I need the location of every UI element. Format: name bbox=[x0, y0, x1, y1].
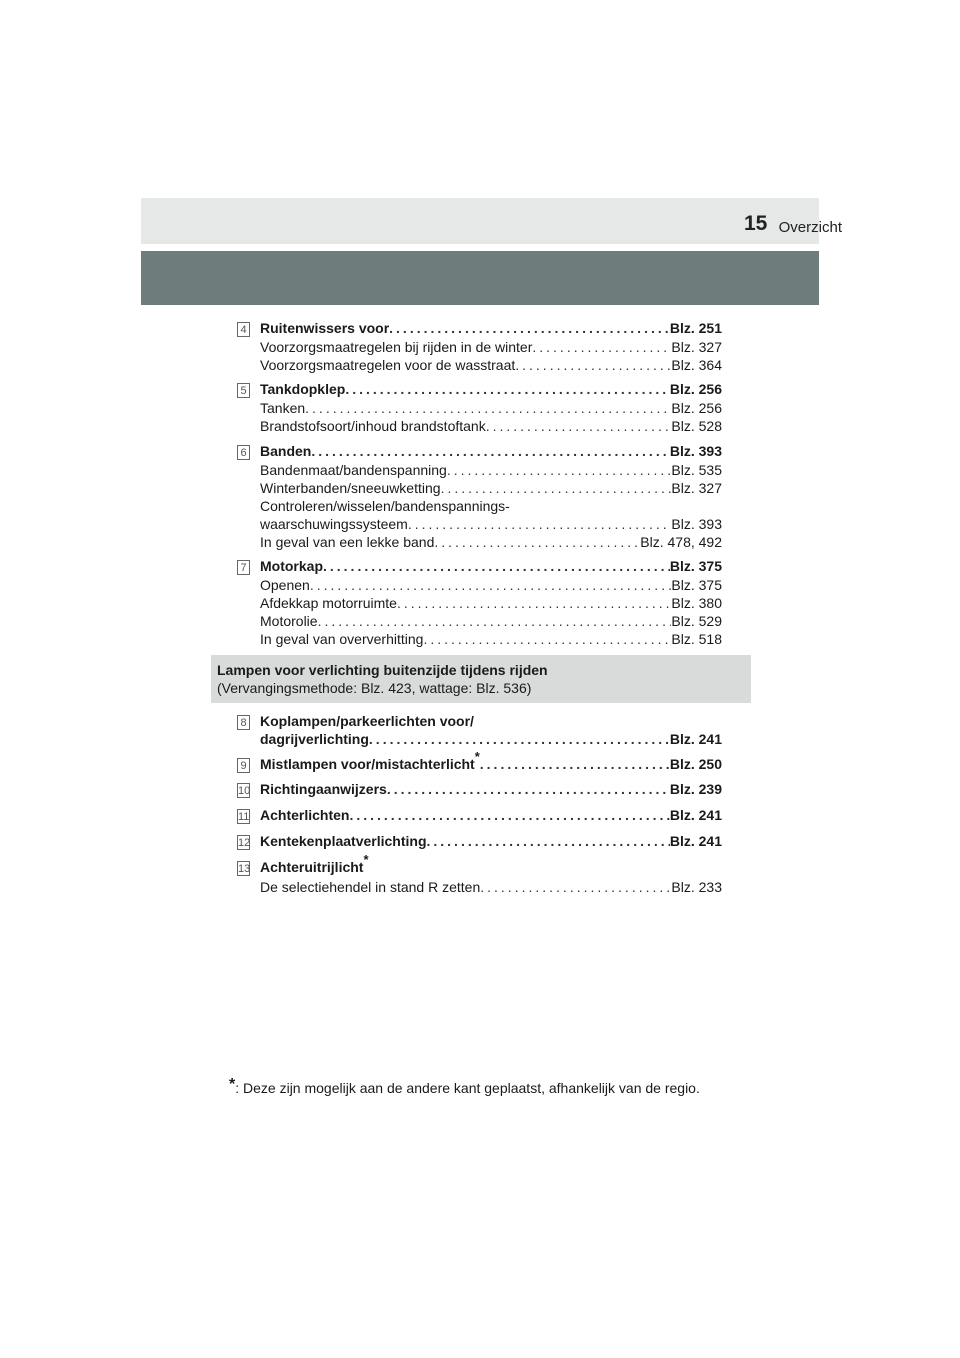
footnote-star: * bbox=[474, 749, 480, 765]
marker-10: 10 bbox=[238, 785, 251, 797]
marker-11: 11 bbox=[238, 811, 250, 823]
footnote-text: : Deze zijn mogelijk aan de andere kant geplaatst, afhankelijk van de regio. bbox=[235, 1080, 700, 1096]
entry-kentekenplaatverlichting[interactable]: Kentekenplaatverlichting ..... Blz. 241 bbox=[260, 832, 722, 850]
subentry[interactable]: Afdekkap motorruimte ..... Blz. 380 bbox=[260, 594, 722, 612]
footnote-star: * bbox=[363, 852, 369, 868]
subentry[interactable]: In geval van oververhitting ..... Blz. 518 bbox=[260, 630, 722, 648]
entry-achteruitrijlicht[interactable]: Achteruitrijlicht* bbox=[260, 852, 369, 875]
entry-richtingaanwijzers[interactable]: Richtingaanwijzers ..... Blz. 239 bbox=[260, 780, 722, 798]
marker-13: 13 bbox=[238, 863, 251, 875]
marker-12: 12 bbox=[238, 837, 251, 849]
entry-page: Blz. 251 bbox=[669, 320, 722, 336]
entry-mistlampen[interactable]: Mistlampen voor/mistachterlicht* ..... Blz. 250 bbox=[260, 755, 722, 773]
entry-tankdopklep[interactable]: Tankdopklep ..... Blz. 256 bbox=[260, 380, 722, 398]
marker-8: 8 bbox=[237, 715, 250, 730]
subentry[interactable]: Openen ..... Blz. 375 bbox=[260, 576, 722, 594]
entry-ruitenwissers[interactable] bbox=[260, 319, 722, 337]
marker-5: 5 bbox=[237, 383, 250, 398]
subentry[interactable]: waarschuwingssysteem ..... Blz. 393 bbox=[260, 515, 722, 533]
marker-6: 6 bbox=[237, 445, 250, 460]
subentry[interactable]: Bandenmaat/bandenspanning ..... Blz. 535 bbox=[260, 461, 722, 479]
lamps-subtitle: (Vervangingsmethode: Blz. 423, wattage: Blz. 536) bbox=[217, 680, 532, 696]
marker-9: 9 bbox=[237, 758, 250, 773]
subentry[interactable]: De selectiehendel in stand R zetten ..... Blz. 233 bbox=[260, 878, 722, 896]
entry-label: Ruitenwissers voor bbox=[260, 320, 390, 336]
subentry[interactable]: In geval van een lekke band ..... Blz. 478, 492 bbox=[260, 533, 722, 551]
entry-koplampen-line1: Koplampen/parkeerlichten voor/ bbox=[260, 713, 474, 729]
subentry[interactable]: Motorolie ..... Blz. 529 bbox=[260, 612, 722, 630]
footnote bbox=[229, 1076, 700, 1098]
section-title: Overzicht bbox=[778, 219, 842, 236]
lamps-section-bar bbox=[211, 655, 751, 703]
page-number: 15 bbox=[744, 212, 768, 235]
subentry[interactable]: Voorzorgsmaatregelen voor de wasstraat ..... Blz. 364 bbox=[260, 356, 722, 374]
header-band bbox=[141, 198, 819, 244]
marker-7: 7 bbox=[237, 560, 250, 575]
subentry[interactable]: Tanken ..... Blz. 256 bbox=[260, 399, 722, 417]
subentry[interactable]: Brandstofsoort/inhoud brandstoftank ..... Blz. 528 bbox=[260, 417, 722, 435]
entry-achterlichten[interactable]: Achterlichten ..... Blz. 241 bbox=[260, 806, 722, 824]
lamps-title: Lampen voor verlichting buitenzijde tijdens rijden bbox=[217, 662, 548, 678]
subentry[interactable]: Winterbanden/sneeuwketting ..... Blz. 327 bbox=[260, 479, 722, 497]
entry-motorkap[interactable]: Motorkap ..... Blz. 375 bbox=[260, 557, 722, 575]
section-bar bbox=[141, 251, 819, 305]
marker-4: 4 bbox=[237, 322, 250, 337]
footnote-star: * bbox=[229, 1076, 236, 1093]
entry-koplampen[interactable]: dagrijverlichting ..... Blz. 241 bbox=[260, 730, 722, 748]
entry-banden[interactable]: Banden ..... Blz. 393 bbox=[260, 442, 722, 460]
subentry[interactable]: Voorzorgsmaatregelen bij rijden in de winter ..... Blz. 327 bbox=[260, 338, 722, 356]
subentry-continued: Controleren/wisselen/bandenspannings- bbox=[260, 498, 510, 514]
